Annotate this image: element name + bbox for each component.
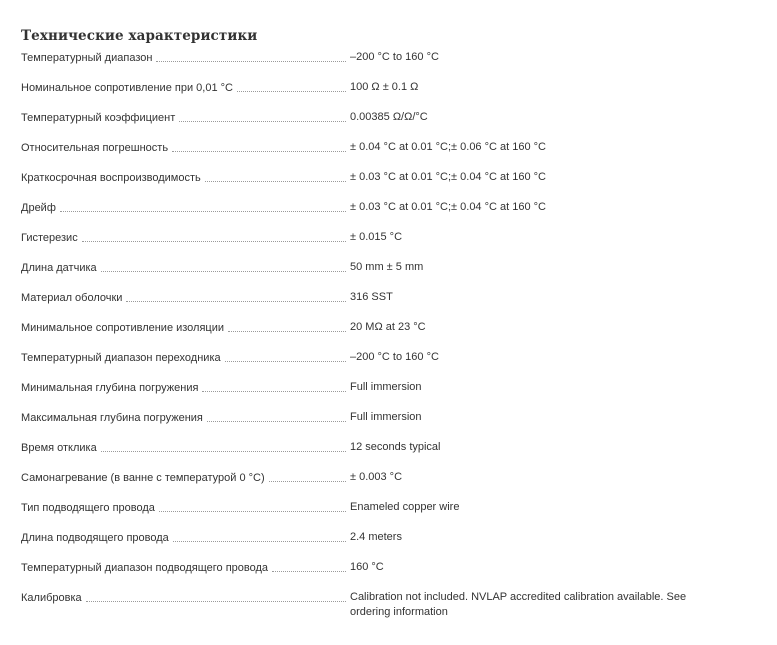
dotted-leader <box>101 271 346 272</box>
spec-label-cell <box>21 259 346 275</box>
dotted-leader <box>82 241 346 242</box>
spec-label-cell <box>21 409 346 425</box>
spec-label: Относительная погрешность <box>21 142 169 154</box>
spec-label-cell <box>21 79 346 95</box>
spec-label: Максимальная глубина погружения <box>21 412 203 424</box>
spec-label-cell <box>21 499 346 515</box>
spec-label: Краткосрочная воспроизводимость <box>21 172 201 184</box>
dotted-leader <box>172 151 346 152</box>
spec-label: Температурный диапазон <box>21 52 153 64</box>
spec-row <box>21 74 701 104</box>
spec-label: Калибровка <box>21 592 82 604</box>
spec-row <box>21 344 701 374</box>
spec-row <box>21 524 701 554</box>
spec-label-cell <box>21 349 346 365</box>
spec-label-cell <box>21 289 346 305</box>
spec-value: Full immersion <box>350 411 422 423</box>
spec-value: ± 0.003 °C <box>350 471 403 483</box>
spec-value: 2.4 meters <box>350 531 402 543</box>
dotted-leader <box>228 331 346 332</box>
spec-label-cell <box>21 139 346 155</box>
section-title: Технические характеристики <box>21 28 258 44</box>
spec-label: Номинальное сопротивление при 0,01 °C <box>21 82 233 94</box>
spec-value: ± 0.015 °C <box>350 231 403 243</box>
spec-value: 160 °C <box>350 561 384 573</box>
spec-label: Длина подводящего провода <box>21 532 169 544</box>
spec-label-cell <box>21 589 346 605</box>
spec-value: 12 seconds typical <box>350 441 441 453</box>
dotted-leader <box>207 421 346 422</box>
spec-label: Минимальная глубина погружения <box>21 382 199 394</box>
spec-label: Дрейф <box>21 202 56 214</box>
spec-row <box>21 164 701 194</box>
spec-label: Длина датчика <box>21 262 97 274</box>
dotted-leader <box>205 181 346 182</box>
spec-label-cell <box>21 379 346 395</box>
spec-value: ± 0.04 °C at 0.01 °C;± 0.06 °C at 160 °C <box>350 141 546 153</box>
dotted-leader <box>237 91 346 92</box>
spec-label: Самонагревание (в ванне с температурой 0 °C) <box>21 472 265 484</box>
spec-value: 20 MΩ at 23 °C <box>350 321 426 333</box>
dotted-leader <box>101 451 346 452</box>
spec-value: –200 °C to 160 °C <box>350 51 439 63</box>
spec-row <box>21 44 701 74</box>
spec-label: Материал оболочки <box>21 292 123 304</box>
spec-row <box>21 464 701 494</box>
dotted-leader <box>159 511 346 512</box>
spec-row <box>21 494 701 524</box>
spec-row <box>21 374 701 404</box>
spec-row <box>21 284 701 314</box>
spec-row <box>21 224 701 254</box>
dotted-leader <box>202 391 346 392</box>
spec-value: –200 °C to 160 °C <box>350 351 439 363</box>
spec-label-cell <box>21 559 346 575</box>
spec-label-cell <box>21 199 346 215</box>
dotted-leader <box>60 211 346 212</box>
technical-specifications-section <box>21 26 701 620</box>
spec-value: 316 SST <box>350 291 393 303</box>
spec-row <box>21 434 701 464</box>
spec-label-cell <box>21 439 346 455</box>
spec-row <box>21 584 701 620</box>
dotted-leader <box>179 121 346 122</box>
spec-row <box>21 104 701 134</box>
spec-label-cell <box>21 49 346 65</box>
dotted-leader <box>173 541 346 542</box>
dotted-leader <box>225 361 346 362</box>
spec-label-cell <box>21 229 346 245</box>
spec-value: 100 Ω ± 0.1 Ω <box>350 81 419 93</box>
spec-label: Температурный диапазон переходника <box>21 352 221 364</box>
spec-label: Температурный коэффициент <box>21 112 176 124</box>
spec-label-cell <box>21 109 346 125</box>
spec-value: ± 0.03 °C at 0.01 °C;± 0.04 °C at 160 °C <box>350 201 546 213</box>
spec-label-cell <box>21 319 346 335</box>
spec-row <box>21 314 701 344</box>
dotted-leader <box>86 601 346 602</box>
spec-value: 50 mm ± 5 mm <box>350 261 424 273</box>
spec-label: Гистерезис <box>21 232 78 244</box>
spec-label: Тип подводящего провода <box>21 502 155 514</box>
spec-value: Calibration not included. NVLAP accredited calibration available. See ordering information <box>350 591 687 618</box>
spec-row <box>21 404 701 434</box>
spec-label: Температурный диапазон подводящего провода <box>21 562 269 574</box>
dotted-leader <box>126 301 346 302</box>
spec-label: Минимальное сопротивление изоляции <box>21 322 225 334</box>
dotted-leader <box>269 481 346 482</box>
specifications-list <box>21 44 701 620</box>
spec-value: ± 0.03 °C at 0.01 °C;± 0.04 °C at 160 °C <box>350 171 546 183</box>
spec-row <box>21 254 701 284</box>
spec-row <box>21 134 701 164</box>
dotted-leader <box>156 61 346 62</box>
spec-value: Full immersion <box>350 381 422 393</box>
spec-row <box>21 554 701 584</box>
dotted-leader <box>272 571 346 572</box>
spec-label-cell <box>21 529 346 545</box>
spec-label-cell <box>21 469 346 485</box>
spec-value: 0.00385 Ω/Ω/°C <box>350 111 428 123</box>
spec-label: Время отклика <box>21 442 97 454</box>
spec-label-cell <box>21 169 346 185</box>
spec-value: Enameled copper wire <box>350 501 460 513</box>
spec-row <box>21 194 701 224</box>
